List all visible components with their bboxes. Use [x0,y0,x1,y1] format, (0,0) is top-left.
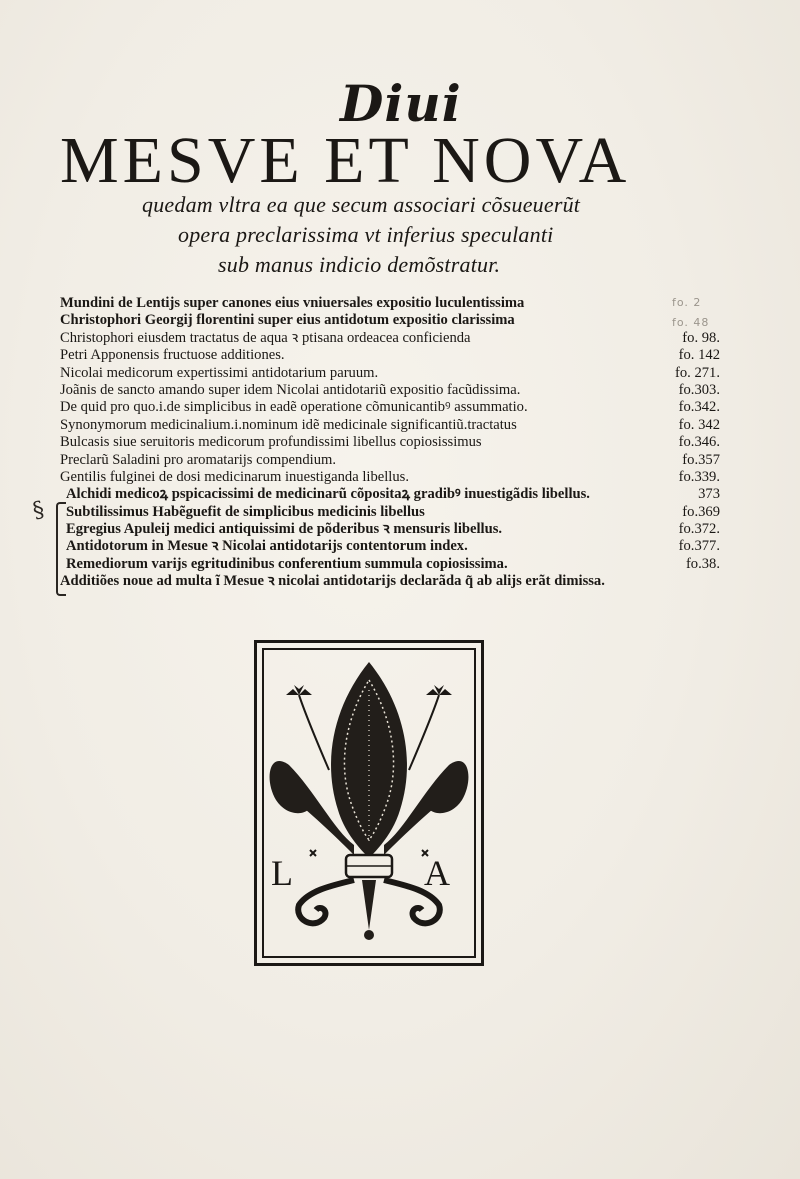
entry-text: Petri Apponensis fructuose additiones. [60,347,285,364]
entry-text: Remediorum varijs egritudinibus conferentium summula copiosissima. [66,555,508,572]
contents-entry [60,312,720,329]
contents-entry [60,365,720,382]
printers-device-woodcut [254,640,484,966]
contents-entry [60,417,720,434]
entry-folio: fo. 98. [682,329,720,346]
entry-text: Mundini de Lentijs super canones eius vniuersales expositio luculentissima [60,295,525,311]
entry-text: Alchidi medicoꝝ pspicacissimi de medicinarũ cõpositaꝝ gradibꝰ inuestigãdis libellus. [66,486,590,503]
entry-text: Preclarũ Saladini pro aromatarijs compendium. [60,451,336,468]
contents-entry [60,504,720,521]
contents-entry [60,382,720,399]
entry-folio: fo.369 [682,503,720,520]
entry-folio: fo.372. [678,521,720,538]
entry-folio: fo.303. [678,381,720,398]
entry-text: Gentilis fulginei de dosi medicinarum inuestiganda libellus. [60,468,409,485]
entry-folio: fo.339. [678,468,720,485]
subtitle-line-2: opera preclarissima vt inferius speculanti [178,222,554,247]
contents-entry [60,434,720,451]
contents-entry [60,399,720,416]
subtitle-line-1: quedam vltra ea que secum associari cõsueuerũt [142,192,581,217]
entry-text: Bulcasis siue seruitoris medicorum profundissimi libellus copiosissimus [60,434,482,451]
contents-entry [60,452,720,469]
entry-text: Egregius Apuleij medici antiquissimi de põderibus ꝛ mensuris libellus. [66,521,503,538]
contents-entry [60,330,720,347]
entry-folio: fo.342. [678,399,720,416]
entry-text: Subtilissimus Habẽguefit de simplicibus medicinis libellus [66,503,425,520]
margin-note-2: fo. 48 [672,316,710,329]
title-main: MESVE ET NOVA [60,124,631,197]
entry-folio: fo.346. [678,434,720,451]
manicule-mark: § [30,497,47,524]
contents-entry [60,347,720,364]
entry-text: Joãnis de sancto amando super idem Nicolai antidotariũ expositio facũdissima. [60,381,521,398]
title-diui: Diui [340,74,462,133]
entry-folio: fo. 142 [678,347,720,364]
device-letter-left: L [271,853,293,893]
fleur-de-lis-icon [254,640,484,966]
entry-folio: fo.38. [685,555,720,572]
contents-entry [60,486,720,503]
entry-folio: fo. 271. [675,364,720,381]
subtitle-line-3: sub manus indicio demõstratur. [218,252,501,277]
entry-folio: 373 [698,486,720,503]
entry-text: De quid pro quo.i.de simplicibus in eadẽ operatione cõmunicantibꝰ assummatio. [60,399,528,416]
contents-entry [60,556,720,573]
entry-text: Additiões noue ad multa ĩ Mesue ꝛ nicolai antidotarijs declarãda q̃ ab alijs erãt dimissa. [60,573,605,590]
contents-entry [60,295,720,312]
contents-entry [60,573,720,590]
entry-text: Christophori Georgij florentini super eius antidotum expositio clarissima [60,312,515,329]
margin-note-1: fo. 2 [672,296,702,309]
contents-entry [60,521,720,538]
entry-text: Synonymorum medicinalium.i.nominum idẽ medicinale significantiũ.tractatus [60,416,517,433]
contents-entry [60,538,720,555]
device-letter-right: A [424,853,450,893]
entry-text: Antidotorum in Mesue ꝛ Nicolai antidotarijs contentorum index. [66,538,468,555]
bracket-mark [56,502,66,596]
entry-folio: fo.377. [678,538,720,555]
entry-folio: fo.357 [682,451,720,468]
entry-folio: fo. 342 [678,416,720,433]
entry-text: Christophori eiusdem tractatus de aqua ꝛ ptisana ordeacea conficienda [60,329,471,346]
contents-list [60,295,720,591]
entry-text: Nicolai medicorum expertissimi antidotarium paruum. [60,364,379,381]
contents-entry [60,469,720,486]
